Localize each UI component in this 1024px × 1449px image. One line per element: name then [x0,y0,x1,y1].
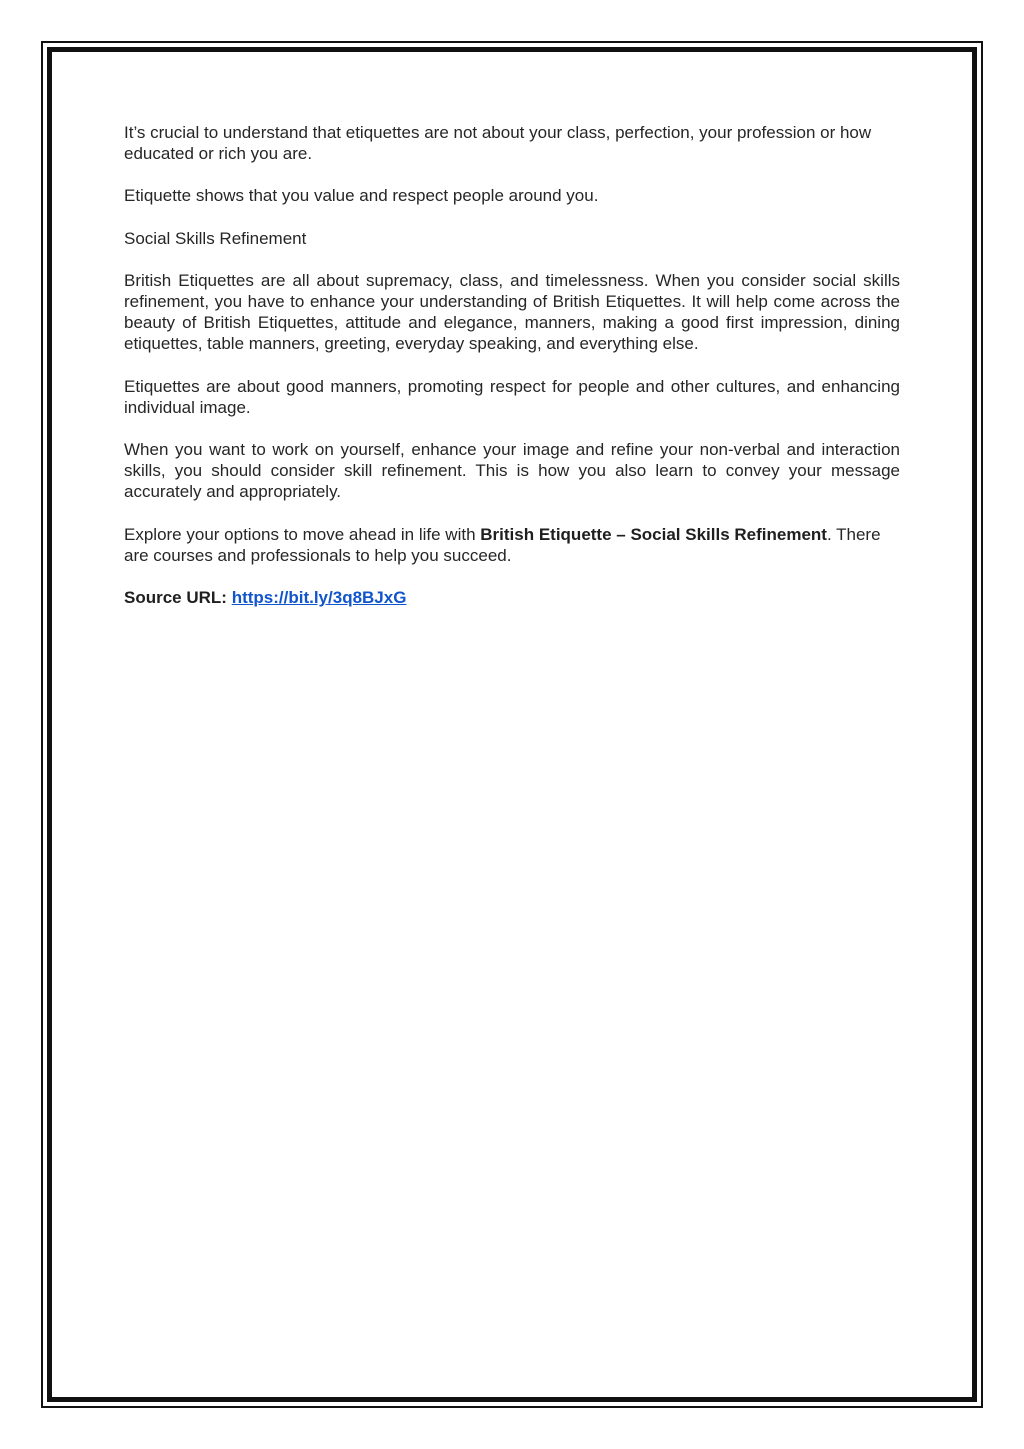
paragraph-skill-refinement: When you want to work on yourself, enhance your image and refine your non-verbal and interaction skills, you should consider skill refinement. This is how you also learn to convey your message accurately and appropriately. [124,440,900,502]
paragraph-british-etiquettes: British Etiquettes are all about supremacy, class, and timelessness. When you consider social skills refinement, you have to enhance your understanding of British Etiquettes. It will help come across the beauty of British Etiquettes, attitude and elegance, manners, making a good first impression, dining etiquettes, table manners, greeting, everyday speaking, and everything else. [124,270,900,354]
explore-bold-title: British Etiquette – Social Skills Refinement [480,524,827,544]
source-line [124,587,900,608]
explore-text-after: . There are courses and professionals to help you succeed. [124,524,881,565]
paragraph-intro: It’s crucial to understand that etiquettes are not about your class, perfection, your profession or how educated or rich you are. [124,123,872,164]
source-label: Source URL: [124,588,232,608]
paragraph-explore [124,524,900,566]
explore-text-before: Explore your options to move ahead in life with [124,524,481,544]
paragraph-respect: Etiquette shows that you value and respect people around you. [124,186,599,206]
paragraph-good-manners: Etiquettes are about good manners, promoting respect for people and other cultures, and enhancing individual image. [124,376,900,417]
section-heading: Social Skills Refinement [124,228,307,248]
source-url-link[interactable]: https://bit.ly/3q8BJxG [231,588,407,608]
document-body [124,122,900,629]
